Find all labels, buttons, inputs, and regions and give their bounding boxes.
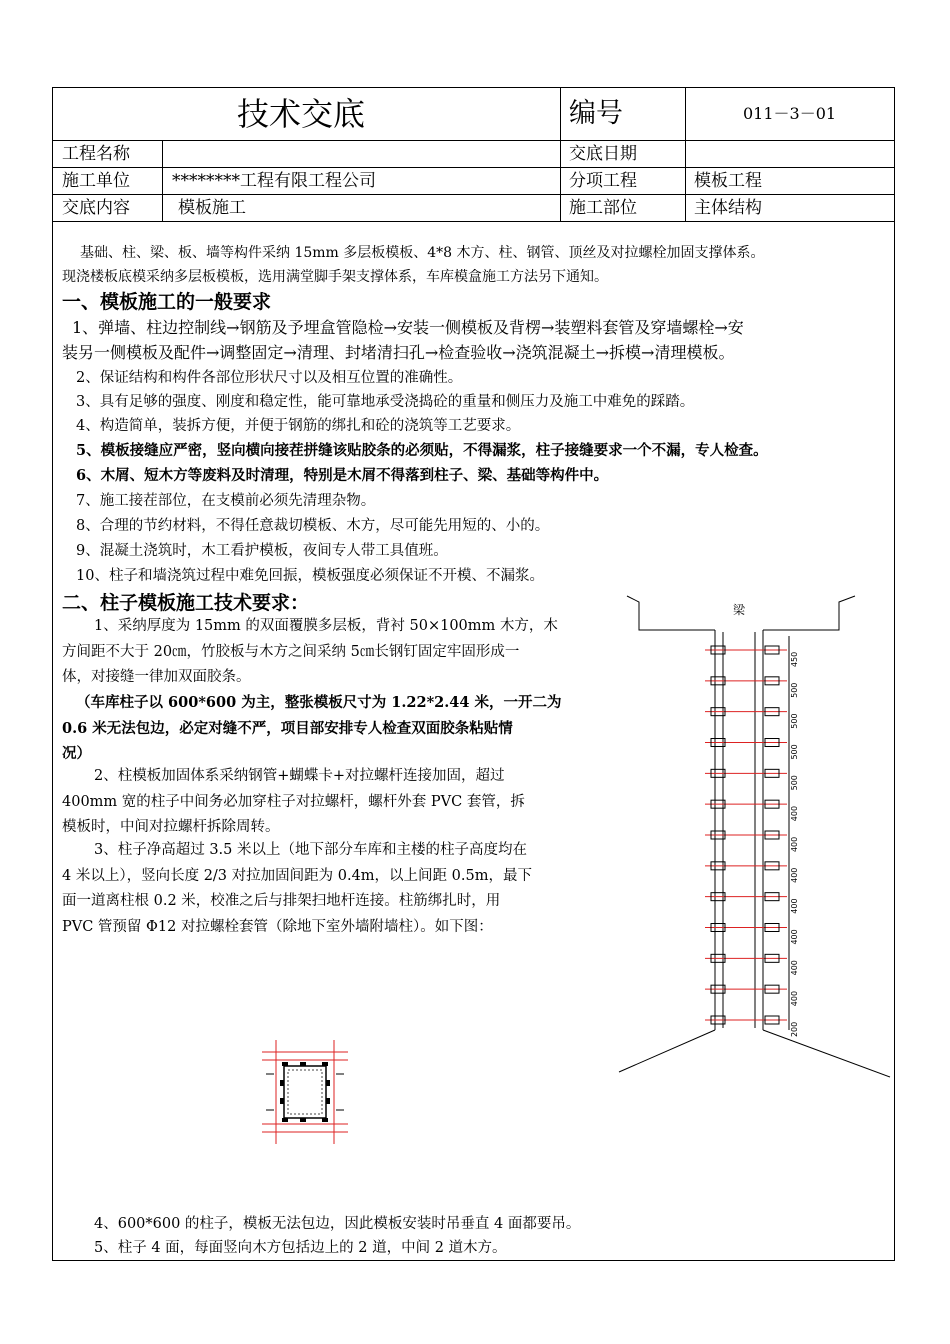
tie-rod — [705, 862, 787, 870]
dimension-label: 400 — [790, 836, 799, 853]
dimension-label: 400 — [790, 805, 799, 822]
content-value: 模板施工 — [178, 198, 246, 218]
location-label: 施工部位 — [569, 198, 637, 218]
section1-item: 3、具有足够的强度、刚度和稳定性，能可靠地承受浇捣砼的重量和侧压力及施工中难免的踩踏。 — [76, 394, 695, 410]
dimension-label: 400 — [790, 929, 799, 945]
section1-item: 5、模板接缝应严密，竖向横向接茬拼缝该贴胶条的必须贴，不得漏浆，柱子接缝要求一个不漏，专人检查。 — [76, 442, 768, 459]
paragraph-line: 面一道离柱根 0.2 米，校准之后与排架扫地杆连接。柱筋绑扎时，用 — [62, 893, 501, 909]
subitem-value: 模板工程 — [694, 171, 762, 191]
subitem-label: 分项工程 — [569, 171, 637, 191]
table-rule — [560, 87, 561, 221]
section1-item: 装另一侧模板及配件→调整固定→清理、封堵清扫孔→检查验收→浇筑混凝土→拆模→清理模板。 — [62, 343, 735, 362]
dimension-labels — [790, 652, 799, 1037]
tie-rod — [705, 924, 787, 932]
paragraph-line: 3、柱子净高超过 3.5 米以上（地下部分车库和主楼的柱子高度均在 — [94, 842, 528, 858]
beam-label: 梁 — [733, 603, 746, 617]
dimension-label: 500 — [790, 744, 799, 760]
tie-rod — [705, 1016, 787, 1024]
intro-line: 现浇楼板底模采纳多层板模板，选用满堂脚手架支撑体系，车库模盒施工方法另下通知。 — [62, 269, 608, 285]
tie-rods — [705, 646, 787, 1024]
paragraph-line: 2、柱模板加固体系采纳钢管+蝴蝶卡+对拉螺杆连接加固，超过 — [94, 768, 505, 784]
tie-rod — [705, 739, 787, 747]
section2-heading: 二、柱子模板施工技术要求： — [62, 592, 310, 614]
section1-item: 8、合理的节约材料，不得任意裁切模板、木方，尽可能先用短的、小的。 — [76, 518, 550, 534]
code-label: 编号 — [569, 98, 623, 129]
section1-item: 10、柱子和墙浇筑过程中难免回振，模板强度必须保证不开模、不漏浆。 — [76, 568, 544, 584]
table-rule — [52, 140, 895, 141]
tie-rod — [705, 646, 787, 654]
paragraph-line: 400mm 宽的柱子中间务必加穿柱子对拉螺杆，螺杆外套 PVC 套管，拆 — [62, 793, 525, 810]
dimension-label: 500 — [790, 682, 799, 698]
dimension-label: 400 — [790, 960, 799, 976]
section1-item: 4、构造简单，装拆方便，并便于钢筋的绑扎和砼的浇筑等工艺要求。 — [76, 418, 521, 434]
table-rule — [52, 221, 895, 222]
paragraph-line: 体，对接缝一律加双面胶条。 — [62, 669, 251, 685]
dimension-label: 400 — [790, 867, 799, 883]
tie-rod — [705, 769, 787, 777]
table-rule — [52, 167, 895, 168]
paragraph-line: 1、采纳厚度为 15mm 的双面覆膜多层板，背衬 50×100mm 木方，木 — [94, 618, 558, 634]
content-label: 交底内容 — [62, 198, 130, 218]
paragraph-line: 4 米以上），竖向长度 2/3 对拉加固间距为 0.4m，以上间距 0.5m，最下 — [62, 867, 532, 884]
tie-rod — [705, 800, 787, 808]
section1-item: 7、施工接茬部位，在支模前必须先清理杂物。 — [76, 493, 376, 509]
table-rule — [685, 87, 686, 221]
paragraph-line: 方间距不大于 20㎝，竹胶板与木方之间采纳 5㎝长钢钉固定牢固形成一 — [62, 643, 520, 660]
tie-rod — [705, 708, 787, 716]
section1-item: 9、混凝土浇筑时，木工看护模板，夜间专人带工具值班。 — [76, 543, 448, 559]
column-section-figure — [262, 1040, 348, 1144]
paragraph-line: 0.6 米无法包边，必定对缝不严，项目部安排专人检查双面胶条粘贴情 — [62, 719, 513, 737]
paragraph-line: 模板时，中间对拉螺杆拆除周转。 — [62, 819, 280, 835]
date-label: 交底日期 — [569, 144, 637, 164]
section2-item-5: 5、柱子 4 面，每面竖向木方包括边上的 2 道，中间 2 道木方。 — [94, 1240, 507, 1256]
section1-item: 6、木屑、短木方等废料及时清理，特别是木屑不得落到柱子、梁、基础等构件中。 — [76, 467, 609, 484]
section2-paragraph-note — [62, 690, 562, 767]
table-rule — [52, 194, 895, 195]
section2-item-4: 4、600*600 的柱子，模板无法包边，因此模板安装时吊垂直 4 面都要吊。 — [94, 1216, 581, 1232]
project-name-label: 工程名称 — [62, 144, 130, 164]
dimension-label: 450 — [790, 651, 799, 668]
tie-rod — [705, 677, 787, 685]
dimension-label: 200 — [790, 1021, 799, 1038]
section1-item: 2、保证结构和构件各部位形状尺寸以及相互位置的准确性。 — [76, 370, 463, 386]
section2-paragraph-3 — [62, 838, 532, 940]
section1-heading: 一、模板施工的一般要求 — [62, 291, 272, 313]
company-label: 施工单位 — [62, 171, 130, 191]
paragraph-line: （车库柱子以 600*600 为主，整张模板尺寸为 1.22*2.44 米，一开二为 — [76, 694, 562, 711]
tie-rod — [705, 893, 787, 901]
dimension-label: 400 — [790, 898, 799, 914]
code-value: 011－3－01 — [743, 104, 837, 123]
intro-line: 基础、柱、梁、板、墙等构件采纳 15mm 多层板模板、4*8 木方、柱、钢管、顶丝及对拉螺栓加固支撑体系。 — [80, 245, 765, 261]
location-value: 主体结构 — [694, 198, 762, 218]
section1-item: 1、弹墙、柱边控制线→钢筋及予埋盒管隐检→安装一侧模板及背楞→装塑料套管及穿墙螺栓→安 — [72, 318, 744, 337]
tie-rod — [705, 954, 787, 962]
dimension-label: 400 — [790, 990, 799, 1007]
company-value: ********工程有限工程公司 — [172, 171, 376, 191]
section2-paragraph-1 — [62, 614, 558, 691]
dimension-label: 500 — [790, 713, 799, 729]
section2-paragraph-2 — [62, 764, 525, 841]
paragraph-line: 况） — [62, 745, 91, 762]
dimension-label: 500 — [790, 775, 799, 791]
table-rule — [162, 140, 163, 221]
column-elevation-figure — [615, 592, 895, 1082]
tie-rod — [705, 985, 787, 993]
paragraph-line: PVC 管预留 Φ12 对拉螺栓套管（除地下室外墙附墙柱）。如下图： — [62, 918, 493, 935]
document-title: 技术交底 — [237, 95, 366, 133]
tie-rod — [705, 831, 787, 839]
